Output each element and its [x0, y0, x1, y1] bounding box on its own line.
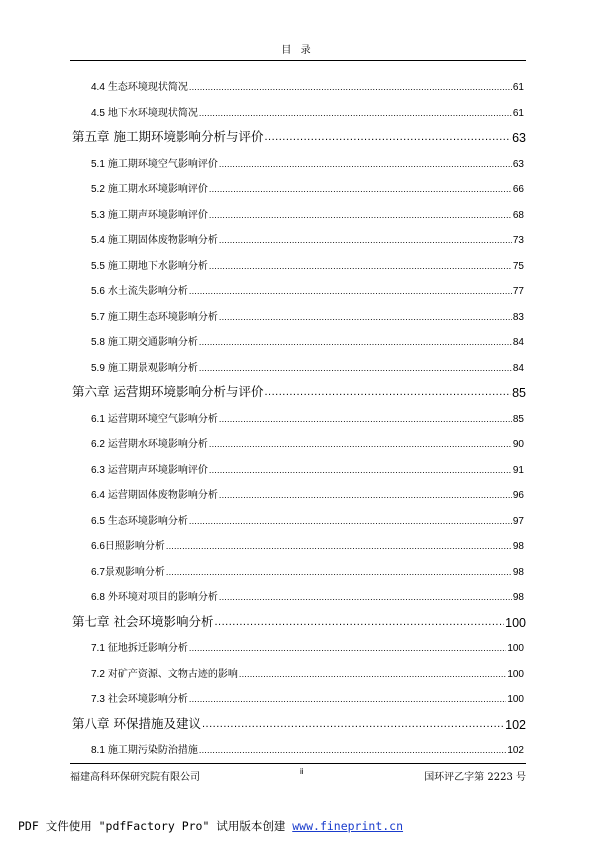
toc-leader-dots	[189, 640, 506, 654]
toc-leader-dots	[199, 105, 512, 119]
toc-entry-page: 66	[512, 184, 524, 195]
toc-entry-page: 98	[512, 592, 524, 603]
toc-entry-title: 施工期交通影响分析	[107, 337, 198, 348]
toc-entry-page: 98	[512, 566, 524, 578]
toc-entry-number: 6.6	[91, 541, 105, 552]
fineprint-link[interactable]: www.fineprint.cn	[292, 819, 404, 833]
toc-entry-title: 施工期环境空气影响评价	[107, 158, 218, 170]
toc-entry-title: 施工期水环境影响评价	[107, 184, 208, 195]
toc-entry-title: 地下水环境现状简况	[107, 107, 198, 119]
toc-entry-title: 水土流失影响分析	[107, 286, 188, 297]
toc-entry-number: 7.1	[91, 643, 105, 654]
toc-entry-page: 61	[512, 107, 524, 119]
toc-leader-dots	[189, 79, 512, 93]
toc-leader-dots	[199, 742, 506, 756]
toc-section-entry[interactable]	[91, 691, 524, 705]
toc-entry-number: 5.5	[91, 260, 105, 272]
toc-leader-dots	[239, 666, 506, 680]
toc-section-entry[interactable]	[91, 462, 524, 476]
toc-chapter-entry[interactable]	[72, 383, 526, 400]
toc-leader-dots	[214, 613, 504, 630]
toc-entry-title: 外环境对项目的影响分析	[107, 592, 218, 603]
toc-section-entry[interactable]	[91, 513, 524, 527]
toc-entry-page: 63	[512, 158, 524, 170]
toc-leader-dots	[219, 589, 512, 603]
toc-leader-dots	[166, 564, 512, 578]
toc-entry-title: 第八章 环保措施及建议	[72, 715, 201, 731]
toc-section-entry[interactable]	[91, 666, 524, 680]
toc-leader-dots	[209, 436, 512, 450]
toc-entry-number: 6.1	[91, 413, 105, 425]
toc-leader-dots	[199, 360, 512, 374]
toc-section-entry[interactable]	[91, 258, 524, 272]
toc-section-entry[interactable]	[91, 207, 524, 221]
toc-entry-title: 运营期环境空气影响分析	[107, 413, 218, 425]
toc-section-entry[interactable]	[91, 156, 524, 170]
footer-company: 福建高科环保研究院有限公司	[70, 772, 200, 783]
toc-entry-number: 7.2	[91, 668, 105, 680]
toc-entry-title: 征地拆迁影响分析	[107, 643, 188, 654]
toc-section-entry[interactable]	[91, 487, 524, 501]
toc-entry-title: 第六章 运营期环境影响分析与评价	[72, 384, 264, 399]
toc-leader-dots	[189, 283, 512, 297]
toc-entry-title: 施工期固体废物影响分析	[107, 235, 218, 246]
toc-chapter-entry[interactable]	[72, 128, 526, 145]
toc-entry-page: 83	[512, 311, 524, 323]
toc-entry-title: 运营期声环境影响评价	[107, 464, 208, 476]
toc-section-entry[interactable]	[91, 564, 524, 578]
toc-entry-title: 施工期生态环境影响分析	[107, 311, 218, 323]
toc-section-entry[interactable]	[91, 360, 524, 374]
toc-entry-page: 98	[512, 541, 524, 552]
toc-entry-number: 5.6	[91, 286, 105, 297]
toc-entry-title: 施工期地下水影响分析	[107, 260, 208, 272]
toc-leader-dots	[219, 232, 512, 246]
toc-leader-dots	[199, 334, 512, 348]
toc-section-entry[interactable]	[91, 742, 524, 756]
toc-entry-title: 施工期污染防治措施	[107, 745, 198, 756]
toc-leader-dots	[166, 538, 512, 552]
toc-leader-dots	[219, 309, 512, 323]
page-footer	[70, 768, 526, 782]
toc-section-entry[interactable]	[91, 589, 524, 603]
toc-entry-number: 8.1	[91, 745, 105, 756]
footer-certificate: 国环评乙字第 2223 号	[424, 772, 526, 783]
toc-entry-title: 运营期水环境影响分析	[107, 439, 208, 450]
toc-entry-page: 102	[507, 745, 524, 756]
toc-section-entry[interactable]	[91, 181, 524, 195]
toc-leader-dots	[264, 383, 511, 400]
toc-section-entry[interactable]	[91, 232, 524, 246]
toc-entry-number: 6.5	[91, 515, 105, 527]
toc-section-entry[interactable]	[91, 411, 524, 425]
toc-leader-dots	[209, 258, 512, 272]
toc-entry-title: 景观影响分析	[104, 566, 165, 578]
toc-entry-page: 63	[512, 131, 526, 145]
toc-entry-title: 施工期景观影响分析	[107, 362, 198, 374]
toc-entry-title: 对矿产资源、文物古迹的影响	[107, 668, 238, 680]
toc-leader-dots	[189, 513, 512, 527]
toc-entry-page: 61	[512, 82, 524, 93]
toc-chapter-entry[interactable]	[72, 715, 526, 732]
toc-entry-page: 97	[512, 515, 524, 527]
toc-entry-page: 85	[512, 413, 524, 425]
toc-entry-page: 96	[512, 490, 524, 501]
toc-entry-page: 75	[512, 260, 524, 272]
toc-entry-title: 第五章 施工期环境影响分析与评价	[72, 129, 264, 144]
toc-section-entry[interactable]	[91, 309, 524, 323]
toc-leader-dots	[209, 207, 512, 221]
toc-section-entry[interactable]	[91, 436, 524, 450]
toc-leader-dots	[219, 156, 512, 170]
toc-entry-page: 100	[505, 615, 526, 630]
toc-entry-page: 91	[512, 464, 524, 476]
toc-chapter-entry[interactable]	[72, 613, 526, 630]
toc-entry-number: 6.7	[91, 566, 105, 578]
footer-rule	[70, 763, 526, 764]
toc-leader-dots	[219, 487, 512, 501]
toc-entry-title: 生态环境现状简况	[107, 82, 188, 93]
toc-entry-number: 5.7	[91, 311, 105, 323]
toc-leader-dots	[264, 128, 511, 145]
toc-entry-page: 77	[512, 286, 524, 297]
toc-entry-number: 4.5	[91, 107, 105, 119]
toc-entry-title: 社会环境影响分析	[107, 694, 188, 705]
toc-entry-number: 6.2	[91, 439, 105, 450]
pdf-note-text: PDF 文件使用 "pdfFactory Pro" 试用版本创建	[18, 819, 293, 833]
toc-entry-page: 85	[512, 386, 526, 400]
toc-entry-title: 第七章 社会环境影响分析	[72, 613, 214, 629]
toc-entry-number: 5.3	[91, 209, 105, 221]
toc-leader-dots	[209, 181, 512, 195]
toc-entry-page: 100	[507, 643, 524, 654]
toc-section-entry[interactable]	[91, 283, 524, 297]
toc-entry-page: 84	[512, 337, 524, 348]
toc-entry-number: 7.3	[91, 694, 105, 705]
toc-entry-number: 5.1	[91, 158, 105, 170]
toc-section-entry[interactable]	[91, 640, 524, 654]
toc-entry-title: 生态环境影响分析	[107, 515, 188, 527]
toc-entry-page: 90	[512, 439, 524, 450]
toc-entry-page: 84	[512, 362, 524, 374]
toc-entry-number: 5.9	[91, 362, 105, 374]
toc-entry-page: 100	[507, 694, 524, 705]
toc-entry-title: 日照影响分析	[104, 541, 165, 552]
toc-entry-page: 102	[505, 717, 526, 732]
toc-entry-number: 6.8	[91, 592, 105, 603]
footer-page-number: ii	[300, 767, 304, 776]
toc-entry-number: 5.4	[91, 235, 105, 246]
toc-entry-number: 6.4	[91, 490, 105, 501]
toc-leader-dots	[209, 462, 512, 476]
page-header-title: 目 录	[281, 45, 314, 56]
toc-entry-number: 5.8	[91, 337, 105, 348]
toc-entry-number: 5.2	[91, 184, 105, 195]
toc-section-entry[interactable]	[91, 538, 524, 552]
toc-entry-number: 4.4	[91, 82, 105, 93]
toc-leader-dots	[189, 691, 506, 705]
toc-entry-number: 6.3	[91, 464, 105, 476]
toc-section-entry[interactable]	[91, 105, 524, 119]
toc-section-entry[interactable]	[91, 334, 524, 348]
toc-entry-title: 施工期声环境影响评价	[107, 209, 208, 221]
toc-leader-dots	[202, 715, 504, 732]
toc-leader-dots	[219, 411, 512, 425]
toc-entry-title: 运营期固体废物影响分析	[107, 490, 218, 501]
toc-entry-page: 68	[512, 209, 524, 221]
toc-entry-page: 73	[512, 235, 524, 246]
toc-section-entry[interactable]	[91, 79, 524, 93]
pdf-creator-note	[18, 818, 403, 834]
toc-entry-page: 100	[507, 668, 524, 680]
